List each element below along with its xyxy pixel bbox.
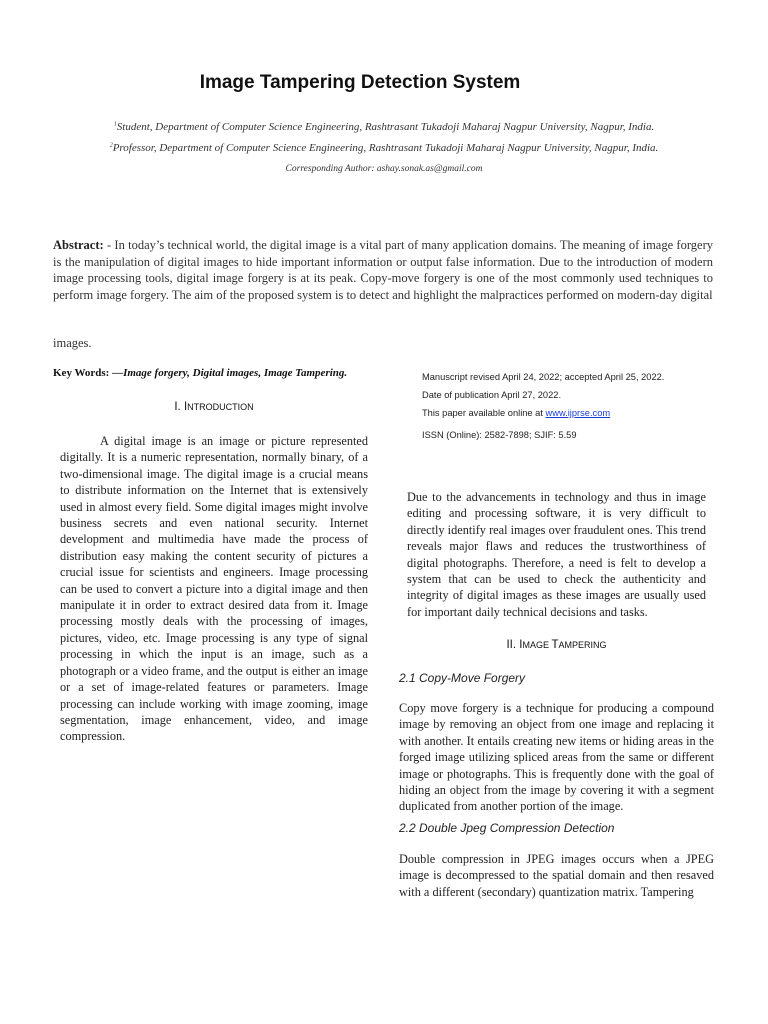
- section-introduction-heading: [60, 401, 368, 413]
- subsection-2-1-body: Copy move forgery is a technique for producing a compound image by removing an object from one image and replacing it with another. It entails creating new items or hiding areas in the forged image utilizing spliced areas from the same or different image or photographs. This is frequently done with the goal of hiding an object from the image by covering it with a segment duplicated from another portion of the image.: [399, 701, 714, 814]
- manuscript-revised: Manuscript revised April 24, 2022; accepted April 25, 2022.: [422, 372, 665, 382]
- affiliation-1-marker: 1: [113, 121, 117, 128]
- affiliation-1: [0, 121, 768, 133]
- heading-rest: MAGE: [522, 640, 552, 650]
- heading-initial: I: [183, 401, 188, 413]
- abstract-text: - In today’s technical world, the digital image is a vital part of many application domains. The meaning of image forgery is the manipulation of digital images to hide important information or output false information. Due to the introduction of modern image processing tools, digital image forgery is at its peak. Copy-move forgery is one of the most commonly used techniques to perform image forgery. The aim of the proposed system is to detect and highlight the malpractices performed on modern-day digital: [53, 238, 713, 302]
- introduction-body: A digital image is an image or picture represented digitally. It is a numeric representation, normally binary, of a two-dimensional image. The digital image is a crucial means to distribute information on the Internet that is extensively used in almost every field. Some digital images might involve business secrets and even national security. Internet development and multimedia have made the process of distribution easy making the content security of pictures a crucial issue for scientists and engineers. Image processing can be used to convert a picture into a digital image and then manipulate it in order to extract desired data from it. Image processing mostly deals with the processing of images, pictures, video, etc. Image processing is any type of signal processing in which the input is an image, such as a photograph or a video frame, and the output is either an image or a set of image-related features or parameters. Image processing can include working with image zooming, image segmentation, image enhancement, video, and image compression.: [60, 434, 368, 744]
- keywords: [53, 367, 347, 379]
- abstract-label: Abstract:: [53, 238, 104, 252]
- paper-title: Image Tampering Detection System: [199, 72, 521, 93]
- abstract: [53, 237, 713, 303]
- subsection-2-2-body: Double compression in JPEG images occurs when a JPEG image is decompressed to the spatial domain and then resaved with a different (secondary) quantization matrix. Tampering: [399, 852, 714, 899]
- section-image-tampering-heading: [407, 639, 706, 651]
- affiliation-2-text: Professor, Department of Computer Science Engineering, Rashtrasant Tukadoji Maharaj Nagpur University, Nagpur, India.: [112, 142, 659, 154]
- corresponding-author: Corresponding Author: ashay.sonak.as@gmail.com: [285, 164, 483, 174]
- affiliation-2: [0, 142, 768, 154]
- heading-initial-2: T: [551, 639, 559, 651]
- affiliation-1-text: Student, Department of Computer Science Engineering, Rashtrasant Tukadoji Maharaj Nagpur University, Nagpur, India.: [116, 121, 655, 133]
- online-availability: [422, 408, 610, 418]
- heading-initial: I: [519, 639, 523, 651]
- journal-link[interactable]: www.ijprse.com: [545, 408, 611, 418]
- publication-date: Date of publication April 27, 2022.: [422, 390, 562, 400]
- introduction-continuation: Due to the advancements in technology and thus in image editing and processing software, it is very difficult to directly identify real images over fraudulent ones. This trend reveals major flaws and reduces the trustworthiness of digital photographs. Therefore, a need is felt to develop a system that can be used to check the authenticity and integrity of digital images as these images are usually used for important daily technical decisions and tasks.: [407, 490, 706, 619]
- online-prefix: This paper available online at: [422, 408, 546, 418]
- keywords-label: Key Words: —: [53, 367, 124, 379]
- affiliation-2-marker: 2: [109, 142, 113, 149]
- heading-rest-2: AMPERING: [558, 640, 607, 650]
- heading-rest: NTRODUCTION: [187, 402, 254, 412]
- section-number: I.: [174, 401, 184, 413]
- subsection-2-2-heading: 2.2 Double Jpeg Compression Detection: [399, 821, 615, 835]
- subsection-2-1-heading: 2.1 Copy-Move Forgery: [399, 671, 526, 685]
- abstract-tail: images.: [53, 336, 92, 350]
- issn-line: ISSN (Online): 2582-7898; SJIF: 5.59: [422, 430, 577, 440]
- keywords-text: Image forgery, Digital images, Image Tampering.: [123, 367, 348, 379]
- section-number: II.: [506, 639, 520, 651]
